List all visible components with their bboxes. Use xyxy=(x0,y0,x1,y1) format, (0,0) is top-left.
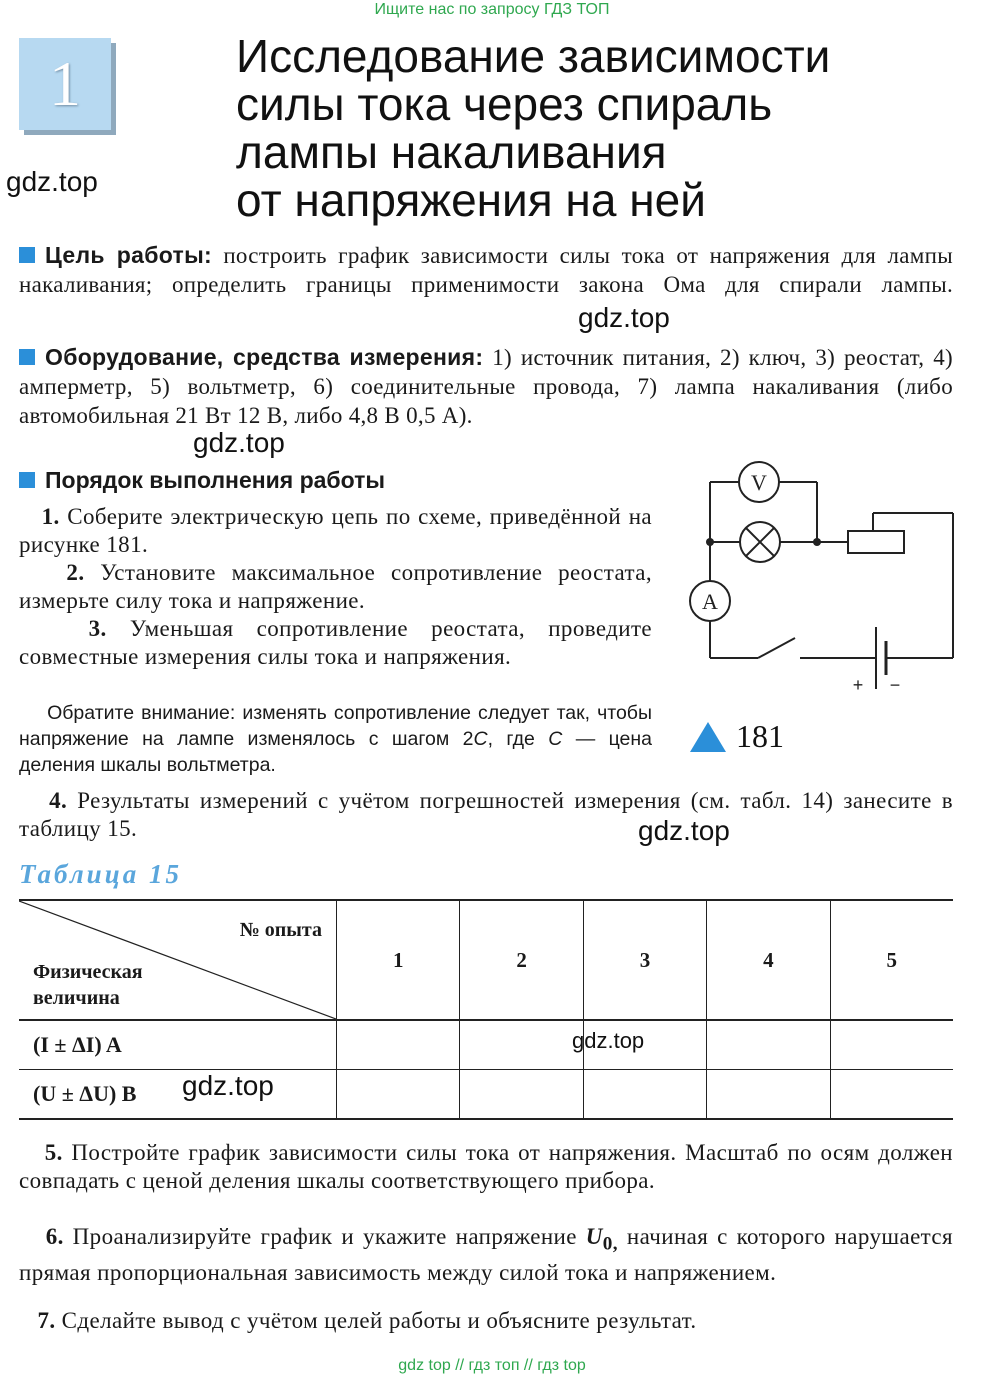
corner-bottom-label xyxy=(33,959,143,1011)
junction-dot xyxy=(706,538,714,546)
procedure-heading: Порядок выполнения работы xyxy=(45,467,386,493)
watermark: gdz.top xyxy=(6,166,98,197)
title-line: лампы накаливания xyxy=(236,126,667,178)
column-header: 5 xyxy=(830,900,953,1020)
table-cell[interactable] xyxy=(337,1020,460,1070)
step-number: 3. xyxy=(88,616,107,641)
title-line: Исследование зависимости xyxy=(236,30,831,82)
switch-key-icon xyxy=(758,638,795,658)
ammeter-label: A xyxy=(702,589,718,614)
step-number: 5. xyxy=(44,1140,63,1165)
table-cell[interactable] xyxy=(583,1070,706,1120)
column-header: 4 xyxy=(707,900,830,1020)
note-text xyxy=(19,700,652,778)
step-number: 7. xyxy=(37,1308,56,1333)
rheostat-icon xyxy=(848,531,904,553)
watermark: gdz.top xyxy=(193,427,285,458)
title-line: от напряжения на ней xyxy=(236,174,706,226)
note-symbol: C xyxy=(473,728,488,750)
title-line: силы тока через спираль xyxy=(236,78,773,130)
step-2 xyxy=(19,559,652,615)
equipment-section xyxy=(19,343,953,430)
step-1 xyxy=(19,503,652,559)
goal-section xyxy=(19,241,953,299)
plus-label: + xyxy=(852,675,864,695)
square-bullet-icon xyxy=(19,472,35,488)
triangle-icon xyxy=(690,722,726,752)
step-number: 4. xyxy=(49,788,68,813)
voltage-subscript: 0, xyxy=(602,1233,618,1255)
chapter-number: 1 xyxy=(49,48,81,119)
watermark: gdz.top xyxy=(182,1070,274,1101)
step-number: 6. xyxy=(45,1224,64,1249)
row-label xyxy=(19,1070,337,1120)
step-4 xyxy=(19,787,953,843)
table-header-row xyxy=(19,900,953,1020)
step-number: 1. xyxy=(41,504,60,529)
step-text: начиная с которого нарушается прямая пропорциональная зависимость между силой тока и напряжением. xyxy=(19,1224,954,1285)
chapter-number-box xyxy=(19,38,111,130)
column-header: 3 xyxy=(583,900,706,1020)
footer-links: gdz top // гдз топ // гдз top xyxy=(398,1357,586,1374)
row-label-text: (U ± ΔU) B xyxy=(33,1081,137,1106)
step-6 xyxy=(19,1223,953,1287)
watermark: gdz.top xyxy=(572,1028,645,1053)
table-row xyxy=(19,1020,953,1070)
step-text: Установите максимальное сопротивление реостата, измерьте силу тока и напряжение. xyxy=(19,560,652,613)
circuit-diagram xyxy=(683,455,963,705)
square-bullet-icon xyxy=(19,349,35,365)
step-7 xyxy=(19,1307,953,1335)
column-header: 2 xyxy=(460,900,583,1020)
table-corner-cell xyxy=(19,900,337,1020)
table-cell[interactable] xyxy=(830,1020,953,1070)
table-cell[interactable] xyxy=(707,1020,830,1070)
figure-label xyxy=(690,718,784,755)
note-symbol: C xyxy=(548,728,563,750)
corner-bottom-line: Физическая xyxy=(33,961,143,983)
step-number: 2. xyxy=(66,560,85,585)
table-row xyxy=(19,1070,953,1120)
corner-top-label: № опыта xyxy=(239,919,322,941)
step-text: Соберите электрическую цепь по схеме, приведённой на рисунке 181. xyxy=(19,504,653,557)
watermark: gdz.top xyxy=(578,302,670,333)
table-cell[interactable] xyxy=(707,1070,830,1120)
procedure-heading-row xyxy=(19,467,385,494)
step-text: Проанализируйте график и укажите напряжение xyxy=(72,1224,577,1249)
table-caption: Таблица 15 xyxy=(19,859,182,889)
table-cell[interactable] xyxy=(337,1070,460,1120)
step-text: Результаты измерений с учётом погрешностей измерения (см. табл. 14) занесите в таблицу 15. xyxy=(19,788,953,841)
figure-number: 181 xyxy=(736,718,784,754)
row-label-text: (I ± ΔI) A xyxy=(33,1032,122,1057)
page-title xyxy=(236,32,976,224)
equipment-text: 1) источник питания, 2) ключ, 3) реостат, 4) амперметр, 5) вольтметр, 6) соединительные провода, 7) лампа накаливания (либо автомобильная 21 Вт 12 В, либо 4,8 В 0,5 А). xyxy=(19,345,953,428)
voltage-symbol: U xyxy=(585,1224,603,1249)
watermark: gdz.top xyxy=(638,815,730,846)
step-text: Постройте график зависимости силы тока от напряжения. Масштаб по осям должен совпадать с ценой деления шкалы соответствующего прибора. xyxy=(19,1140,954,1193)
table-cell[interactable] xyxy=(460,1020,583,1070)
top-banner: Ищите нас по запросу ГДЗ ТОП xyxy=(374,1,610,18)
table-cell[interactable] xyxy=(830,1070,953,1120)
minus-label: − xyxy=(889,675,901,695)
step-text: Уменьшая сопротивление реостата, проведите совместные измерения силы тока и напряжения. xyxy=(19,616,653,669)
voltmeter-label: V xyxy=(751,470,767,495)
column-header: 1 xyxy=(337,900,460,1020)
equipment-heading: Оборудование, средства измерения: xyxy=(45,344,484,370)
corner-bottom-line: величина xyxy=(33,987,120,1009)
row-label xyxy=(19,1020,337,1070)
goal-heading: Цель работы: xyxy=(45,242,212,268)
step-text: Сделайте вывод с учётом целей работы и объясните результат. xyxy=(61,1308,697,1333)
note-part: — цена деления шкалы вольтметра. xyxy=(19,728,653,776)
table-cell[interactable] xyxy=(460,1070,583,1120)
data-table xyxy=(19,899,953,1120)
note-part: , где xyxy=(487,728,535,750)
step-5 xyxy=(19,1139,953,1195)
goal-text: построить график зависимости силы тока от напряжения для лампы накаливания; определить границы применимости закона Ома для спирали лампы. xyxy=(19,243,953,297)
junction-dot xyxy=(813,538,821,546)
note-part: Обратите внимание: изменять сопротивление следует так, чтобы напряжение на лампе изменялось с шагом 2 xyxy=(19,702,652,750)
step-3 xyxy=(19,615,652,671)
square-bullet-icon xyxy=(19,247,35,263)
